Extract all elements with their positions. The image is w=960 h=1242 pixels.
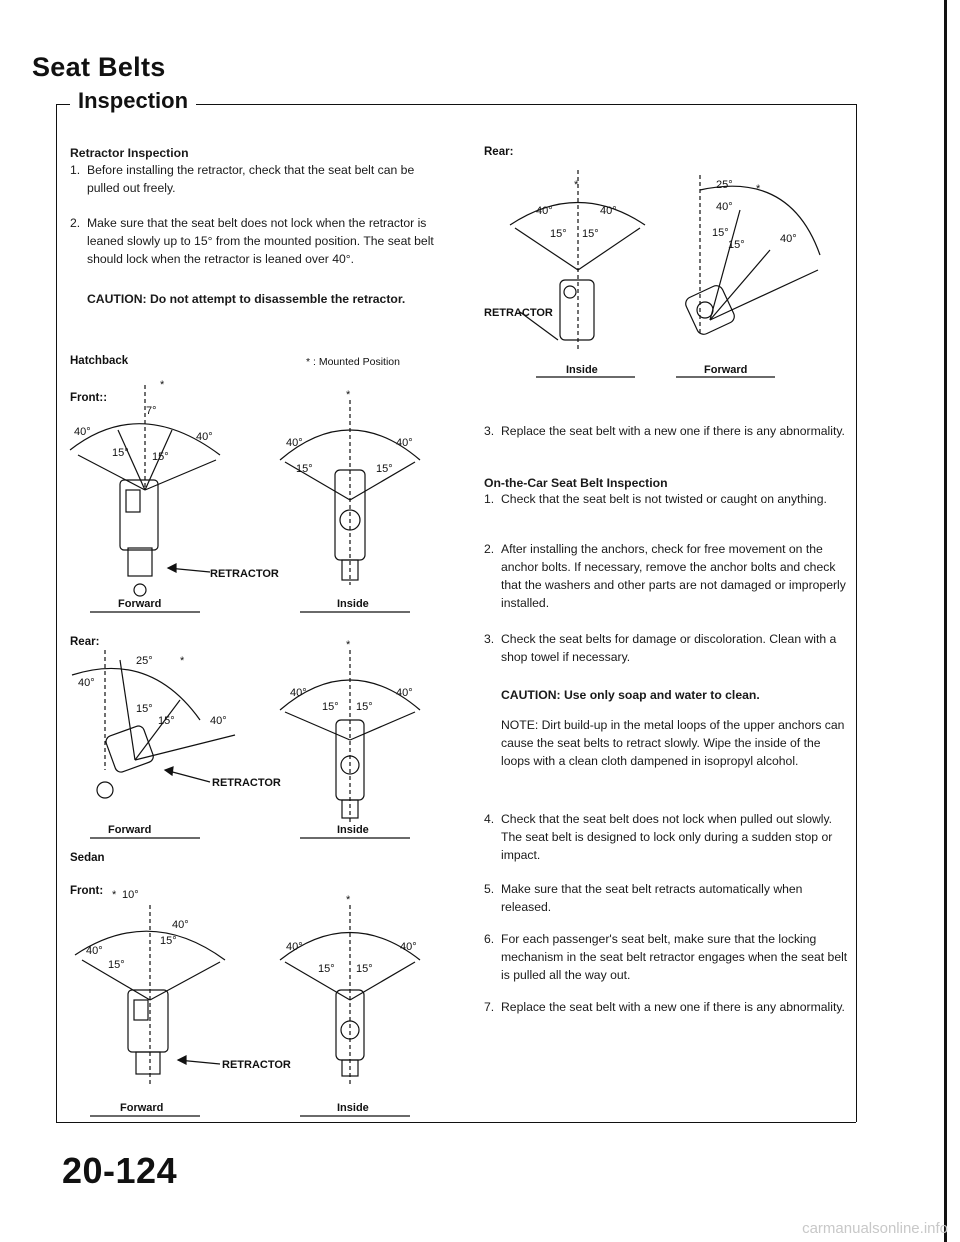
hri-deg40-left: 40° <box>290 687 307 699</box>
mounted-position-note: * : Mounted Position <box>306 356 400 368</box>
si-deg40-right: 40° <box>400 941 417 953</box>
rri-deg40-right: 40° <box>600 205 617 217</box>
rri-inside: Inside <box>566 364 598 376</box>
rrf-deg40-a: 40° <box>716 201 733 213</box>
rri-deg40-left: 40° <box>536 205 553 217</box>
sedan-label: Sedan <box>70 852 105 864</box>
sf-forward: Forward <box>120 1102 164 1114</box>
rrf-deg15-a: 15° <box>712 227 729 239</box>
step-number: 1. <box>70 163 81 177</box>
section-heading: Inspection <box>70 88 196 114</box>
hr-deg15-a: 15° <box>136 703 153 715</box>
rrf-deg40-right: 40° <box>780 233 797 245</box>
diagram-sedan-front-forward <box>75 905 225 1085</box>
step-number: 6. <box>484 932 495 946</box>
hri-deg15-right: 15° <box>356 701 373 713</box>
sf-deg15-right: 15° <box>160 935 177 947</box>
front-label: Front:: <box>70 392 108 404</box>
hi-deg15-left: 15° <box>296 463 313 475</box>
hri-inside: Inside <box>337 824 369 836</box>
diagram-right-rear-forward <box>683 175 820 337</box>
hf-deg15-right: 15° <box>152 451 169 463</box>
caution-label: CAUTION: <box>87 292 147 306</box>
step-number: 5. <box>484 882 495 896</box>
rrf-forward: Forward <box>704 364 748 376</box>
sf-deg15-left: 15° <box>108 959 125 971</box>
step-number: 3. <box>484 424 495 438</box>
step-text: Make sure that the seat belt does not lock when the retractor is leaned slowly up to 15° from the mounted position. The seat belt should lock when the retractor is leaned over 40°. <box>87 216 434 266</box>
rri-deg15-right: 15° <box>582 228 599 240</box>
diagram-hatch-rear-inside <box>280 650 420 825</box>
step-number: 2. <box>70 216 81 230</box>
page-title: Seat Belts <box>32 52 166 82</box>
hr-retractor: RETRACTOR <box>212 777 281 789</box>
hf-deg7: 7° <box>146 405 157 417</box>
rri-deg15-left: 15° <box>550 228 567 240</box>
hr-deg40-right: 40° <box>210 715 227 727</box>
step-number: 3. <box>484 632 495 646</box>
step-text: Check the seat belts for damage or discoloration. Clean with a shop towel if necessary. <box>501 632 837 664</box>
hf-deg40-left: 40° <box>74 426 91 438</box>
step-text: Replace the seat belt with a new one if there is any abnormality. <box>501 1000 845 1014</box>
hi-deg40-right: 40° <box>396 437 413 449</box>
step-text: Replace the seat belt with a new one if there is any abnormality. <box>501 424 845 438</box>
step-number: 1. <box>484 492 495 506</box>
si-inside: Inside <box>337 1102 369 1114</box>
hi-star: * <box>346 389 351 401</box>
watermark-text: carmanualsonline.info <box>802 1220 948 1237</box>
rrf-star: * <box>756 183 761 195</box>
hi-inside: Inside <box>337 598 369 610</box>
sedan-front-label: Front: <box>70 885 104 897</box>
step-number: 7. <box>484 1000 495 1014</box>
sf-star: * <box>112 889 117 901</box>
hr-star: * <box>180 655 185 667</box>
rear-label: Rear: <box>70 636 100 648</box>
hri-deg40-right: 40° <box>396 687 413 699</box>
hi-deg40-left: 40° <box>286 437 303 449</box>
si-star: * <box>346 894 351 906</box>
hr-deg40-left: 40° <box>78 677 95 689</box>
sf-retractor: RETRACTOR <box>222 1059 291 1071</box>
step-text: Check that the seat belt does not lock when pulled out slowly. The seat belt is designed to lock only during a sudden stop or impact. <box>501 812 833 862</box>
caution-label: CAUTION: <box>501 688 561 702</box>
hr-forward: Forward <box>108 824 152 836</box>
step-text: Check that the seat belt is not twisted or caught on anything. <box>501 492 827 506</box>
retractor-inspection-heading: Retractor Inspection <box>70 146 189 160</box>
caution-text: Use only soap and water to clean. <box>563 688 760 702</box>
on-car-inspection-heading: On-the-Car Seat Belt Inspection <box>484 476 668 490</box>
rrf-deg25: 25° <box>716 179 733 191</box>
rri-retractor: RETRACTOR <box>484 307 553 319</box>
hr-deg15-b: 15° <box>158 715 175 727</box>
hf-deg15-left: 15° <box>112 447 129 459</box>
page-number: 20-124 <box>62 1150 178 1191</box>
hf-forward: Forward <box>118 598 162 610</box>
note-text: NOTE: Dirt build-up in the metal loops of the upper anchors can cause the seat belts to retract slowly. Wipe the inside of the loops with a clean cloth dampened in isopropyl alcohol. <box>501 718 845 768</box>
hi-deg15-right: 15° <box>376 463 393 475</box>
hf-retractor: RETRACTOR <box>210 568 279 580</box>
rri-star: * <box>574 179 579 191</box>
hatchback-label: Hatchback <box>70 355 129 367</box>
sf-deg40-left: 40° <box>86 945 103 957</box>
si-deg15-left: 15° <box>318 963 335 975</box>
diagram-hatch-front-forward <box>70 385 220 596</box>
hf-deg40-right: 40° <box>196 431 213 443</box>
diagram-sedan-front-inside <box>280 905 420 1085</box>
step-number: 2. <box>484 542 495 556</box>
step-text: Before installing the retractor, check that the seat belt can be pulled out freely. <box>87 163 415 195</box>
hf-star: * <box>160 379 165 391</box>
caution-text: Do not attempt to disassemble the retractor. <box>149 292 406 306</box>
diagram-right-rear-inside <box>510 170 645 350</box>
diagram-hatch-front-inside <box>280 400 420 585</box>
rrf-deg15-b: 15° <box>728 239 745 251</box>
si-deg40-left: 40° <box>286 941 303 953</box>
step-text: Make sure that the seat belt retracts automatically when released. <box>501 882 803 914</box>
sf-deg40-right: 40° <box>172 919 189 931</box>
right-rear-label: Rear: <box>484 146 514 158</box>
hri-star: * <box>346 639 351 651</box>
hri-deg15-left: 15° <box>322 701 339 713</box>
step-text: After installing the anchors, check for free movement on the anchor bolts. If necessary, remove the anchor bolts and check that the washers and other parts are not damaged or improperly installed. <box>501 542 846 610</box>
si-deg15-right: 15° <box>356 963 373 975</box>
step-text: For each passenger's seat belt, make sure that the locking mechanism in the seat belt retractor engages when the seat belt is pulled all the way out. <box>501 932 848 982</box>
sf-deg10: 10° <box>122 889 139 901</box>
step-number: 4. <box>484 812 495 826</box>
hr-deg25: 25° <box>136 655 153 667</box>
